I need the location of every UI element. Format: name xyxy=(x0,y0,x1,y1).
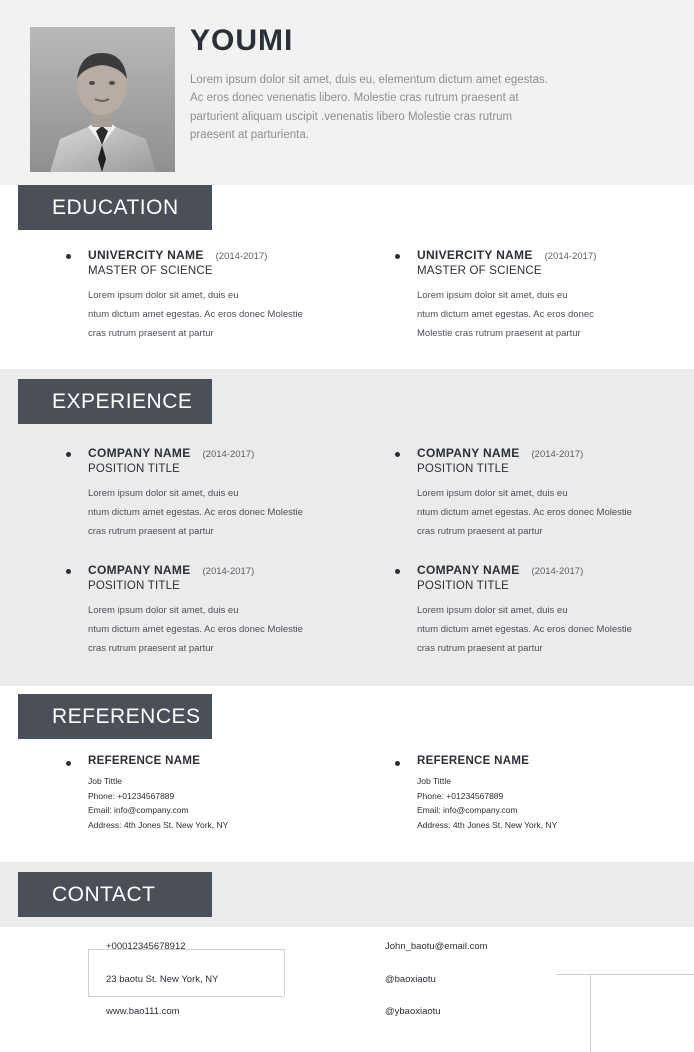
degree-title: MASTER OF SCIENCE xyxy=(417,265,542,277)
contact-address: 23 baotu St. New York, NY xyxy=(106,974,219,986)
contact-details xyxy=(0,927,694,1052)
org-name: UNIVERCITY NAME xyxy=(417,248,533,262)
list-item xyxy=(347,755,676,832)
position-title: POSITION TITLE xyxy=(88,580,181,592)
bullet-icon xyxy=(395,761,400,766)
profile-photo-icon xyxy=(30,27,175,172)
divider xyxy=(284,949,285,996)
bullet-icon xyxy=(395,569,400,574)
date-range: (2014-2017) xyxy=(544,251,597,262)
section-title-experience: EXPERIENCE xyxy=(18,379,212,424)
profile-summary: Lorem ipsum dolor sit amet, duis eu, elementum dictum amet egestas. Ac eros donec venenatis libero. Molestie cras rutrum praesent at parturient aliquam uscipit .venenatis libero Molestie cras rutrum praesent at parturienta. xyxy=(190,73,548,142)
divider xyxy=(88,949,89,996)
description: Lorem ipsum dolor sit amet, duis eu ntum dictum amet egestas. Ac eros donec Molestie cras rutrum praesent at partur xyxy=(417,488,632,537)
position-title: POSITION TITLE xyxy=(88,463,181,475)
section-title-contact: CONTACT xyxy=(18,872,212,917)
list-item xyxy=(347,563,676,658)
date-range: (2014-2017) xyxy=(202,566,255,577)
reference-name: REFERENCE NAME xyxy=(88,755,201,767)
date-range: (2014-2017) xyxy=(531,449,584,460)
section-references xyxy=(0,686,694,862)
description: Lorem ipsum dolor sit amet, duis eu ntum dictum amet egestas. Ac eros donec Molestie cras rutrum praesent at partur xyxy=(88,605,303,654)
references-column-left xyxy=(18,755,347,848)
experience-column-right xyxy=(347,446,676,674)
description: Lorem ipsum dolor sit amet, duis eu ntum dictum amet egestas. Ac eros donec Molestie cras rutrum praesent at partur xyxy=(417,290,594,339)
bullet-icon xyxy=(395,452,400,457)
header xyxy=(0,0,694,185)
degree-title: MASTER OF SCIENCE xyxy=(88,265,213,277)
list-item xyxy=(18,563,347,658)
avatar xyxy=(30,27,175,172)
company-name: COMPANY NAME xyxy=(417,563,520,577)
bullet-icon xyxy=(66,254,71,259)
reference-details: Job Tittle Phone: +01234567889 Email: info@company.com Address: 4th Jones St. New York, NY xyxy=(417,776,558,830)
page-title: YOUMI xyxy=(190,24,294,57)
education-column-left xyxy=(18,248,347,359)
section-experience xyxy=(0,369,694,686)
bullet-icon xyxy=(66,452,71,457)
list-item xyxy=(18,446,347,541)
section-title-education: EDUCATION xyxy=(18,185,212,230)
list-item xyxy=(347,446,676,541)
list-item xyxy=(18,755,347,832)
company-name: COMPANY NAME xyxy=(88,563,191,577)
reference-details: Job Tittle Phone: +01234567889 Email: info@company.com Address: 4th Jones St. New York, NY xyxy=(88,776,229,830)
contact-social-2: @ybaoxiaotu xyxy=(385,1006,441,1018)
reference-name: REFERENCE NAME xyxy=(417,755,530,767)
company-name: COMPANY NAME xyxy=(417,446,520,460)
description: Lorem ipsum dolor sit amet, duis eu ntum dictum amet egestas. Ac eros donec Molestie cras rutrum praesent at partur xyxy=(88,488,303,537)
bullet-icon xyxy=(66,761,71,766)
list-item xyxy=(18,248,347,343)
org-name: UNIVERCITY NAME xyxy=(88,248,204,262)
date-range: (2014-2017) xyxy=(215,251,268,262)
divider xyxy=(88,996,284,997)
section-title-references: REFERENCES xyxy=(18,694,212,739)
section-contact xyxy=(0,862,694,1052)
divider xyxy=(590,974,591,1052)
section-education xyxy=(0,185,694,369)
experience-column-left xyxy=(18,446,347,674)
contact-email: John_baotu@email.com xyxy=(385,941,488,953)
references-column-right xyxy=(347,755,676,848)
date-range: (2014-2017) xyxy=(531,566,584,577)
position-title: POSITION TITLE xyxy=(417,463,510,475)
contact-website: www.bao111.com xyxy=(106,1006,180,1018)
divider xyxy=(556,974,694,975)
contact-social-1: @baoxiaotu xyxy=(385,974,436,986)
company-name: COMPANY NAME xyxy=(88,446,191,460)
description: Lorem ipsum dolor sit amet, duis eu ntum dictum amet egestas. Ac eros donec Molestie cras rutrum praesent at partur xyxy=(417,605,632,654)
header-text xyxy=(190,25,574,145)
description: Lorem ipsum dolor sit amet, duis eu ntum dictum amet egestas. Ac eros donec Molestie cras rutrum praesent at partur xyxy=(88,290,303,339)
bullet-icon xyxy=(66,569,71,574)
date-range: (2014-2017) xyxy=(202,449,255,460)
bullet-icon xyxy=(395,254,400,259)
contact-phone: +00012345678912 xyxy=(106,941,186,953)
education-column-right xyxy=(347,248,676,359)
list-item xyxy=(347,248,676,343)
position-title: POSITION TITLE xyxy=(417,580,510,592)
